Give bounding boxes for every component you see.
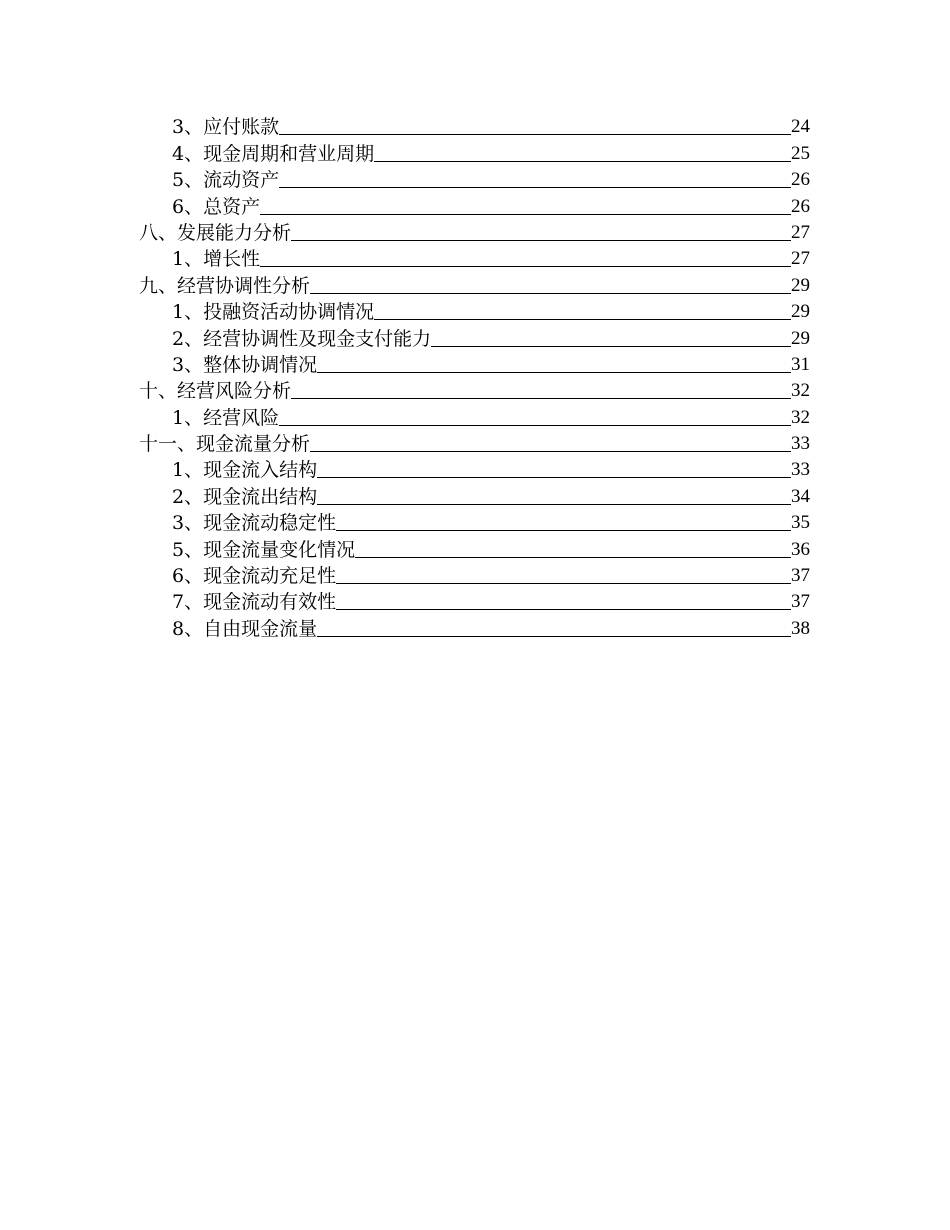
toc-entry[interactable] <box>139 377 810 403</box>
toc-entry-page-number: 29 <box>791 274 810 296</box>
toc-entry-title: 1、增长性 <box>172 248 261 271</box>
toc-entry-page-number: 33 <box>791 459 810 481</box>
toc-entry-page-number: 29 <box>791 301 810 323</box>
toc-leader-line <box>279 187 791 188</box>
toc-entry-title: 1、经营风险 <box>172 406 280 429</box>
toc-entry[interactable] <box>139 219 810 245</box>
toc-entry-page-number: 36 <box>791 538 810 560</box>
toc-leader-line <box>374 319 791 320</box>
toc-entry[interactable] <box>139 482 810 508</box>
toc-entry[interactable] <box>139 298 810 324</box>
toc-leader-line <box>310 451 791 452</box>
toc-entry-page-number: 24 <box>791 116 810 138</box>
toc-entry[interactable] <box>139 562 810 588</box>
toc-entry-title: 5、流动资产 <box>172 169 280 192</box>
toc-entry-title: 2、经营协调性及现金支付能力 <box>172 327 432 350</box>
toc-leader-line <box>291 240 791 241</box>
toc-entry-title: 6、现金流动充足性 <box>172 565 337 588</box>
toc-entry-page-number: 31 <box>791 353 810 375</box>
toc-entry-page-number: 32 <box>791 406 810 428</box>
toc-entry-page-number: 26 <box>791 195 810 217</box>
toc-leader-line <box>317 372 791 373</box>
toc-entry-title: 5、现金流量变化情况 <box>172 538 356 561</box>
toc-leader-line <box>291 398 791 399</box>
toc-entry[interactable] <box>139 324 810 350</box>
toc-entry-title: 十一、现金流量分析 <box>139 433 311 456</box>
toc-leader-line <box>336 583 791 584</box>
toc-entry-page-number: 37 <box>791 565 810 587</box>
toc-leader-line <box>317 477 791 478</box>
toc-entry[interactable] <box>139 430 810 456</box>
toc-entry-title: 3、现金流动稳定性 <box>172 512 337 535</box>
toc-entry-title: 2、现金流出结构 <box>172 485 318 508</box>
toc-leader-line <box>317 636 791 637</box>
toc-entry-title: 九、经营协调性分析 <box>139 274 311 297</box>
toc-entry[interactable] <box>139 245 810 271</box>
toc-leader-line <box>279 425 791 426</box>
toc-entry-title: 八、发展能力分析 <box>139 221 292 244</box>
toc-entry-page-number: 37 <box>791 591 810 613</box>
toc-leader-line <box>374 161 791 162</box>
toc-leader-line <box>431 346 791 347</box>
toc-entry[interactable] <box>139 192 810 218</box>
toc-entry-page-number: 25 <box>791 142 810 164</box>
toc-entry-title: 1、投融资活动协调情况 <box>172 301 375 324</box>
toc-entry-page-number: 27 <box>791 221 810 243</box>
toc-entry-title: 3、应付账款 <box>172 116 280 139</box>
toc-entry[interactable] <box>139 166 810 192</box>
toc-entry[interactable] <box>139 271 810 297</box>
toc-entry-title: 1、现金流入结构 <box>172 459 318 482</box>
toc-entry[interactable] <box>139 588 810 614</box>
toc-entry-title: 4、现金周期和营业周期 <box>172 142 375 165</box>
toc-entry-page-number: 34 <box>791 485 810 507</box>
toc-entry[interactable] <box>139 139 810 165</box>
toc-leader-line <box>317 504 791 505</box>
toc-entry-title: 3、整体协调情况 <box>172 353 318 376</box>
toc-entry[interactable] <box>139 403 810 429</box>
toc-entry-page-number: 27 <box>791 248 810 270</box>
toc-entry[interactable] <box>139 456 810 482</box>
toc-entry-title: 8、自由现金流量 <box>172 617 318 640</box>
toc-leader-line <box>279 134 791 135</box>
toc-entry[interactable] <box>139 113 810 139</box>
toc-leader-line <box>355 557 791 558</box>
toc-entry-page-number: 32 <box>791 380 810 402</box>
toc-entry-title: 7、现金流动有效性 <box>172 591 337 614</box>
toc-leader-line <box>336 530 791 531</box>
toc-leader-line <box>310 293 791 294</box>
toc-entry-page-number: 38 <box>791 617 810 639</box>
toc-leader-line <box>336 609 791 610</box>
toc-entry-page-number: 33 <box>791 433 810 455</box>
toc-entry-title: 6、总资产 <box>172 195 261 218</box>
toc-entry-title: 十、经营风险分析 <box>139 380 292 403</box>
toc-entry-page-number: 35 <box>791 512 810 534</box>
toc-leader-line <box>260 214 791 215</box>
toc-entry-page-number: 29 <box>791 327 810 349</box>
toc-entry[interactable] <box>139 535 810 561</box>
toc-leader-line <box>260 266 791 267</box>
toc-entry[interactable] <box>139 509 810 535</box>
table-of-contents <box>139 113 810 641</box>
toc-entry-page-number: 26 <box>791 169 810 191</box>
toc-entry[interactable] <box>139 614 810 640</box>
toc-entry[interactable] <box>139 351 810 377</box>
